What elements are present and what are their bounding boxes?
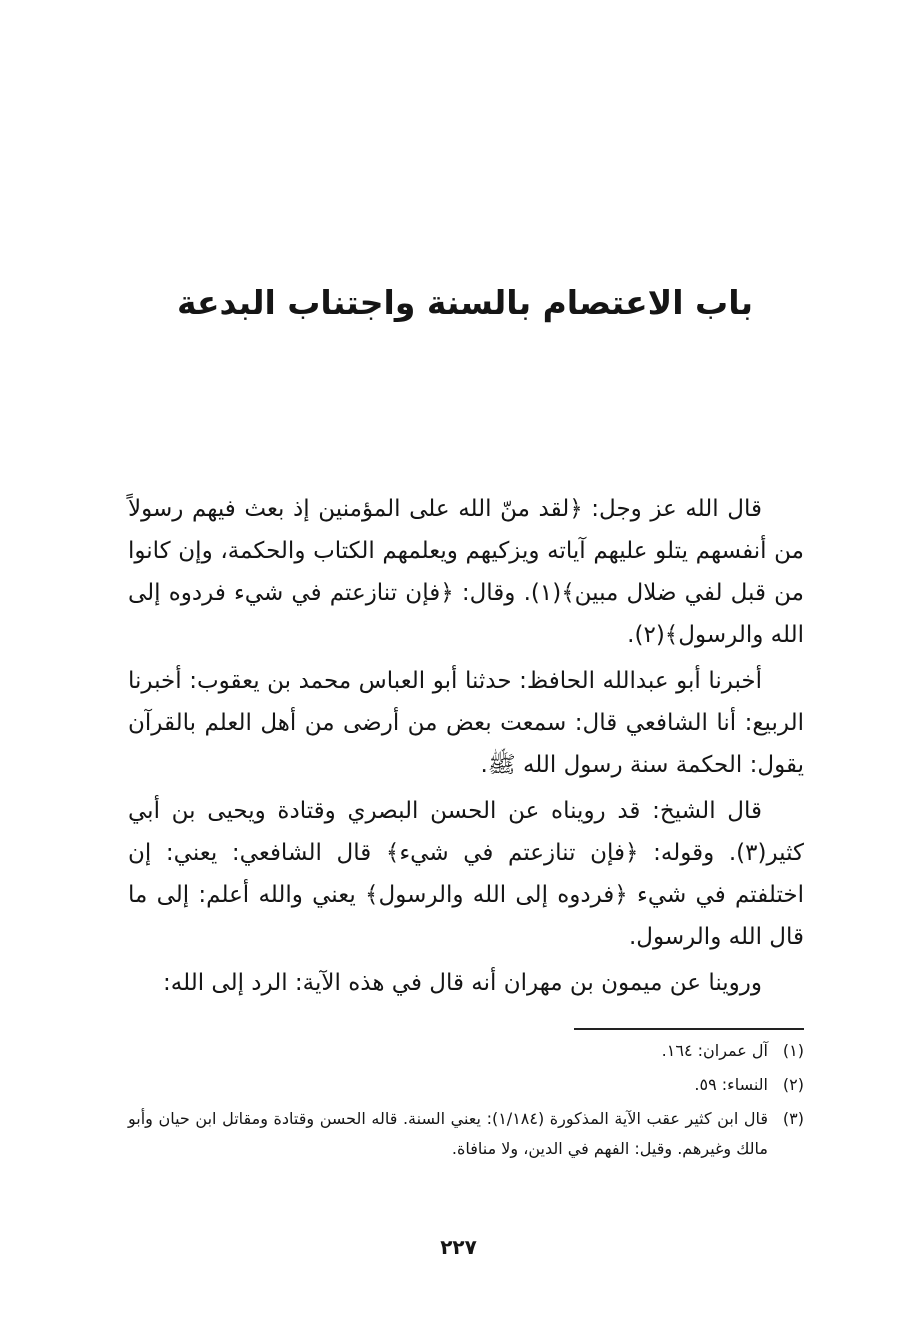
- footnote-1: [128, 1036, 804, 1066]
- footnote-number: (٣): [782, 1109, 804, 1128]
- footnote-3: [128, 1104, 804, 1164]
- paragraph-1: قال الله عز وجل: ﴿لقد منّ الله على المؤمنين إذ بعث فيهم رسولاً من أنفسهم يتلو عليهم آياته ويزكيهم ويعلمهم الكتاب والحكمة، وإن كانوا من قبل لفي ضلال مبين﴾(١). وقال: ﴿فإن تنازعتم في شيء فردوه إلى الله والرسول﴾(٢).: [128, 496, 804, 648]
- footnote-2: [128, 1070, 804, 1100]
- paragraph-4: وروينا عن ميمون بن مهران أنه قال في هذه الآية: الرد إلى الله:: [163, 970, 762, 996]
- main-text: [128, 488, 804, 1008]
- footnotes: [128, 1036, 804, 1168]
- footnote-text: قال ابن كثير عقب الآية المذكورة (١/١٨٤): يعني السنة. قاله الحسن وقتادة ومقاتل ابن حيان وأبو مالك وغيرهم. وقيل: الفهم في الدين، ولا منافاة.: [128, 1109, 769, 1158]
- footnote-text: النساء: ٥٩.: [694, 1075, 768, 1094]
- page-number: ٢٢٧: [440, 1235, 477, 1259]
- chapter-title: باب الاعتصام بالسنة واجتناب البدعة: [176, 283, 754, 322]
- paragraph-2: أخبرنا أبو عبدالله الحافظ: حدثنا أبو العباس محمد بن يعقوب: أخبرنا الربيع: أنا الشافعي قال: سمعت بعض من أرضى من أهل العلم بالقرآن يقول: الحكمة سنة رسول الله ﷺ.: [128, 668, 804, 778]
- footnote-text: آل عمران: ١٦٤.: [661, 1041, 768, 1060]
- footnote-divider: [574, 1028, 804, 1030]
- paragraph-3: قال الشيخ: قد رويناه عن الحسن البصري وقتادة ويحيى بن أبي كثير(٣). وقوله: ﴿فإن تنازعتم في شيء﴾ قال الشافعي: يعني: إن اختلفتم في شيء ﴿فردوه إلى الله والرسول﴾ يعني والله أعلم: إلى ما قال الله والرسول.: [128, 798, 804, 950]
- footnote-number: (١): [782, 1041, 804, 1060]
- footnote-number: (٢): [782, 1075, 804, 1094]
